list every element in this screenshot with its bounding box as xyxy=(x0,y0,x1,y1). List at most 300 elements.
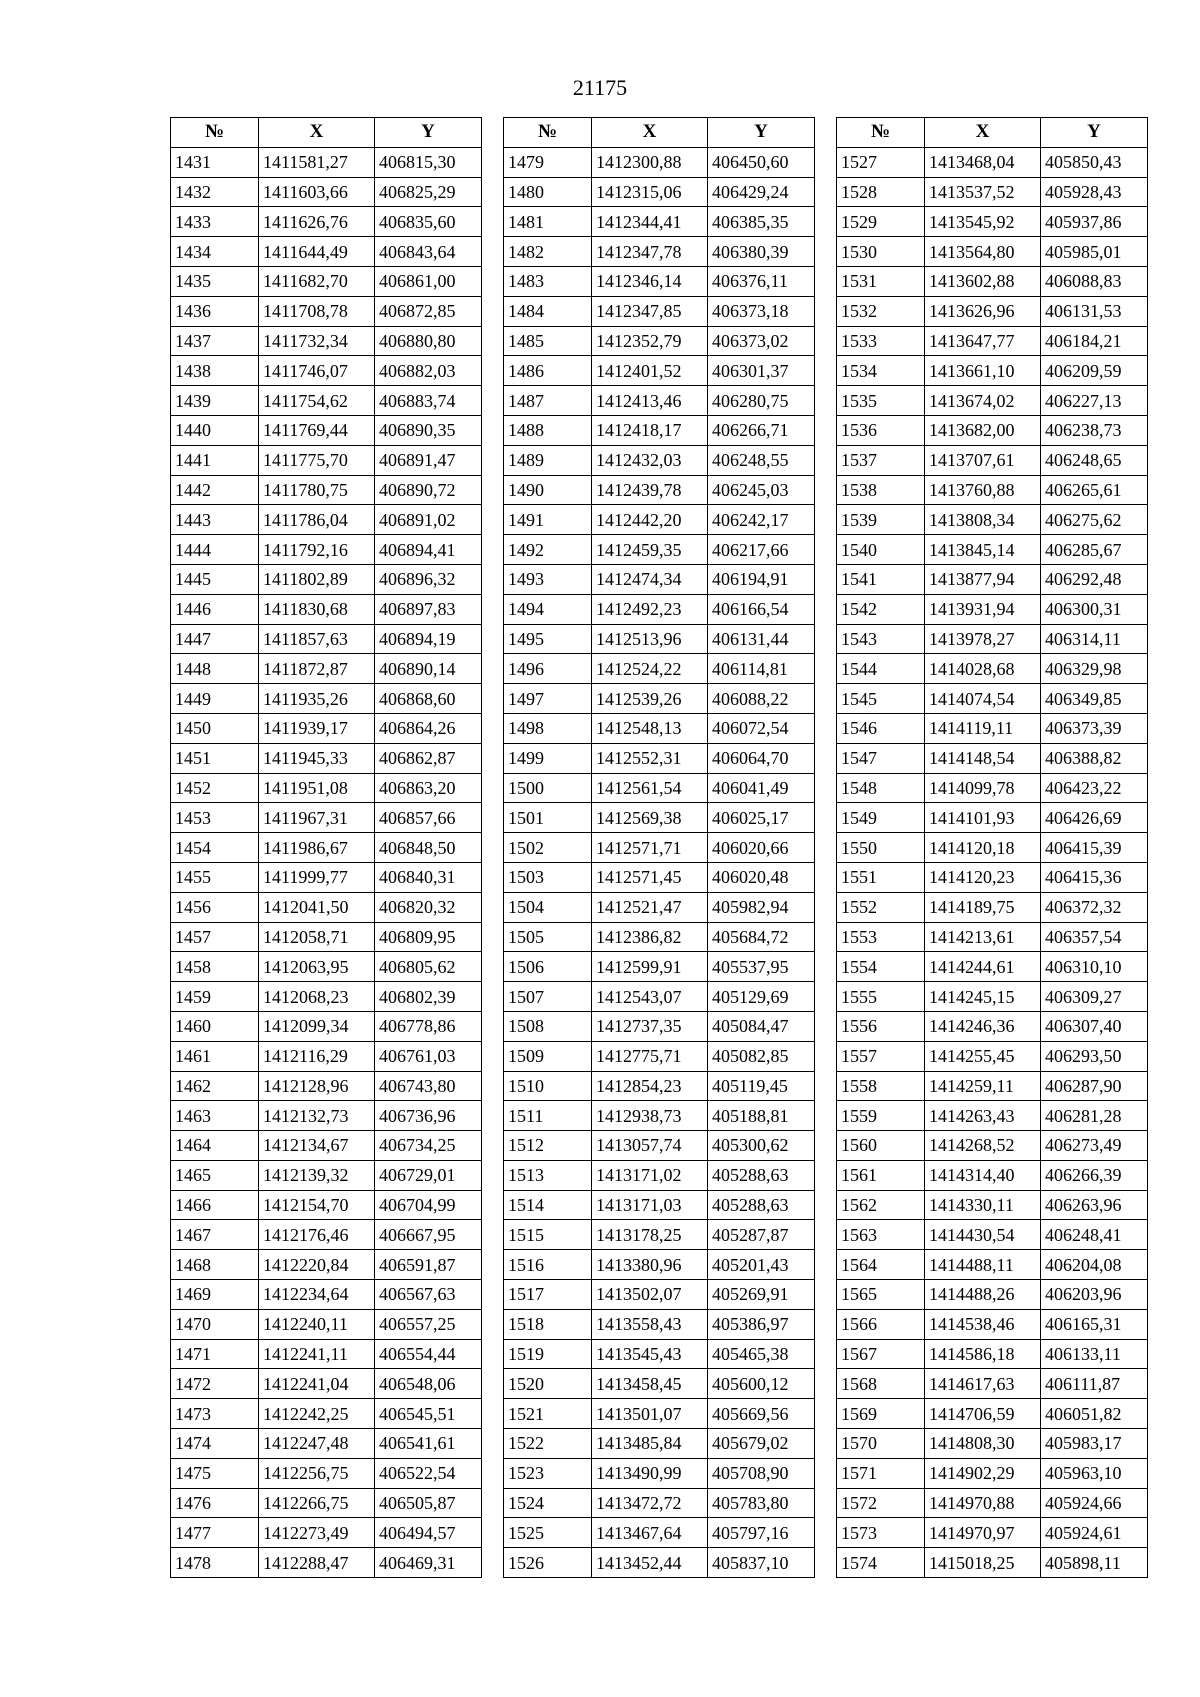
cell-number: 1432 xyxy=(171,177,259,207)
cell-number: 1510 xyxy=(504,1071,592,1101)
cell-number: 1497 xyxy=(504,684,592,714)
cell-x: 1411581,27 xyxy=(259,147,375,177)
cell-x: 1414586,18 xyxy=(925,1339,1041,1369)
cell-number: 1494 xyxy=(504,594,592,624)
table-row xyxy=(171,505,482,535)
table-row xyxy=(837,1101,1148,1131)
cell-x: 1414099,78 xyxy=(925,773,1041,803)
cell-y: 406894,19 xyxy=(375,624,482,654)
table-row xyxy=(837,445,1148,475)
cell-x: 1412524,22 xyxy=(592,654,708,684)
cell-x: 1412569,38 xyxy=(592,803,708,833)
cell-x: 1411708,78 xyxy=(259,296,375,326)
table-row xyxy=(837,713,1148,743)
table-row xyxy=(837,1220,1148,1250)
cell-number: 1455 xyxy=(171,862,259,892)
cell-y: 406761,03 xyxy=(375,1041,482,1071)
cell-number: 1476 xyxy=(171,1488,259,1518)
cell-number: 1542 xyxy=(837,594,925,624)
table-row xyxy=(171,326,482,356)
cell-x: 1413468,04 xyxy=(925,147,1041,177)
table-row xyxy=(171,296,482,326)
cell-y: 406248,65 xyxy=(1041,445,1148,475)
cell-x: 1412068,23 xyxy=(259,982,375,1012)
cell-x: 1414617,63 xyxy=(925,1369,1041,1399)
cell-x: 1414101,93 xyxy=(925,803,1041,833)
table-row xyxy=(171,1160,482,1190)
cell-x: 1412344,41 xyxy=(592,207,708,237)
cell-number: 1441 xyxy=(171,445,259,475)
table-header-row xyxy=(837,118,1148,148)
cell-y: 406281,28 xyxy=(1041,1101,1148,1131)
cell-y: 405924,66 xyxy=(1041,1488,1148,1518)
table-row xyxy=(504,296,815,326)
cell-x: 1411682,70 xyxy=(259,266,375,296)
table-row xyxy=(504,415,815,445)
cell-number: 1526 xyxy=(504,1548,592,1578)
table-row xyxy=(171,147,482,177)
cell-x: 1411644,49 xyxy=(259,237,375,267)
cell-x: 1411780,75 xyxy=(259,475,375,505)
table-row xyxy=(171,1429,482,1459)
cell-number: 1563 xyxy=(837,1220,925,1250)
cell-y: 406372,32 xyxy=(1041,892,1148,922)
cell-y: 406088,83 xyxy=(1041,266,1148,296)
cell-y: 405300,62 xyxy=(708,1131,815,1161)
table-row xyxy=(171,1250,482,1280)
table-row xyxy=(504,147,815,177)
cell-number: 1446 xyxy=(171,594,259,624)
table-row xyxy=(504,1190,815,1220)
cell-number: 1448 xyxy=(171,654,259,684)
table-row xyxy=(837,1011,1148,1041)
table-row xyxy=(837,1399,1148,1429)
table-row xyxy=(171,564,482,594)
cell-y: 406868,60 xyxy=(375,684,482,714)
cell-number: 1467 xyxy=(171,1220,259,1250)
table-row xyxy=(171,1488,482,1518)
cell-x: 1412234,64 xyxy=(259,1280,375,1310)
cell-x: 1412241,04 xyxy=(259,1369,375,1399)
table-row xyxy=(504,1429,815,1459)
cell-number: 1509 xyxy=(504,1041,592,1071)
table-row xyxy=(837,803,1148,833)
table-row xyxy=(504,862,815,892)
cell-x: 1412128,96 xyxy=(259,1071,375,1101)
table-row xyxy=(504,564,815,594)
cell-number: 1486 xyxy=(504,356,592,386)
cell-number: 1463 xyxy=(171,1101,259,1131)
cell-number: 1527 xyxy=(837,147,925,177)
cell-x: 1411935,26 xyxy=(259,684,375,714)
cell-y: 406450,60 xyxy=(708,147,815,177)
cell-number: 1530 xyxy=(837,237,925,267)
cell-y: 406111,87 xyxy=(1041,1369,1148,1399)
cell-number: 1457 xyxy=(171,922,259,952)
cell-y: 406872,85 xyxy=(375,296,482,326)
column-header-number: № xyxy=(837,118,925,148)
table-row xyxy=(837,833,1148,863)
cell-number: 1540 xyxy=(837,535,925,565)
cell-number: 1567 xyxy=(837,1339,925,1369)
table-row xyxy=(171,594,482,624)
cell-y: 406729,01 xyxy=(375,1160,482,1190)
cell-y: 406131,44 xyxy=(708,624,815,654)
cell-y: 405898,11 xyxy=(1041,1548,1148,1578)
table-row xyxy=(837,743,1148,773)
table-row xyxy=(837,862,1148,892)
cell-y: 406494,57 xyxy=(375,1518,482,1548)
cell-number: 1549 xyxy=(837,803,925,833)
cell-x: 1412116,29 xyxy=(259,1041,375,1071)
cell-number: 1456 xyxy=(171,892,259,922)
cell-x: 1414213,61 xyxy=(925,922,1041,952)
table-row xyxy=(171,445,482,475)
cell-x: 1412401,52 xyxy=(592,356,708,386)
cell-y: 406423,22 xyxy=(1041,773,1148,803)
cell-number: 1572 xyxy=(837,1488,925,1518)
column-header-x: X xyxy=(592,118,708,148)
table-row xyxy=(171,892,482,922)
cell-y: 406373,02 xyxy=(708,326,815,356)
table-row xyxy=(504,1369,815,1399)
table-row xyxy=(171,177,482,207)
table-row xyxy=(171,1548,482,1578)
table-row xyxy=(837,296,1148,326)
table-row xyxy=(837,505,1148,535)
table-row xyxy=(504,1220,815,1250)
cell-x: 1411986,67 xyxy=(259,833,375,863)
cell-y: 406388,82 xyxy=(1041,743,1148,773)
cell-x: 1413626,96 xyxy=(925,296,1041,326)
table-row xyxy=(837,1488,1148,1518)
cell-y: 406133,11 xyxy=(1041,1339,1148,1369)
cell-number: 1570 xyxy=(837,1429,925,1459)
cell-y: 406275,62 xyxy=(1041,505,1148,535)
cell-number: 1517 xyxy=(504,1280,592,1310)
cell-y: 406248,41 xyxy=(1041,1220,1148,1250)
cell-y: 405684,72 xyxy=(708,922,815,952)
table-row xyxy=(171,1518,482,1548)
table-row xyxy=(837,624,1148,654)
table-row xyxy=(171,833,482,863)
cell-x: 1411786,04 xyxy=(259,505,375,535)
cell-number: 1472 xyxy=(171,1369,259,1399)
cell-y: 406131,53 xyxy=(1041,296,1148,326)
cell-x: 1413501,07 xyxy=(592,1399,708,1429)
table-row xyxy=(171,1220,482,1250)
cell-number: 1443 xyxy=(171,505,259,535)
cell-y: 405188,81 xyxy=(708,1101,815,1131)
cell-x: 1413452,44 xyxy=(592,1548,708,1578)
cell-number: 1445 xyxy=(171,564,259,594)
cell-y: 405465,38 xyxy=(708,1339,815,1369)
table-row xyxy=(837,475,1148,505)
cell-number: 1438 xyxy=(171,356,259,386)
cell-x: 1412347,85 xyxy=(592,296,708,326)
cell-y: 405924,61 xyxy=(1041,1518,1148,1548)
table-row xyxy=(171,386,482,416)
cell-number: 1531 xyxy=(837,266,925,296)
cell-number: 1478 xyxy=(171,1548,259,1578)
cell-y: 406415,36 xyxy=(1041,862,1148,892)
table-row xyxy=(171,535,482,565)
table-row xyxy=(837,1160,1148,1190)
cell-y: 406285,67 xyxy=(1041,535,1148,565)
cell-y: 406166,54 xyxy=(708,594,815,624)
cell-x: 1413537,52 xyxy=(925,177,1041,207)
cell-x: 1414330,11 xyxy=(925,1190,1041,1220)
cell-number: 1482 xyxy=(504,237,592,267)
cell-x: 1413661,10 xyxy=(925,356,1041,386)
cell-y: 405082,85 xyxy=(708,1041,815,1071)
cell-number: 1473 xyxy=(171,1399,259,1429)
table-row xyxy=(837,237,1148,267)
cell-y: 406265,61 xyxy=(1041,475,1148,505)
cell-number: 1544 xyxy=(837,654,925,684)
coordinate-table-2 xyxy=(503,117,815,1578)
cell-y: 406184,21 xyxy=(1041,326,1148,356)
table-row xyxy=(837,684,1148,714)
cell-number: 1513 xyxy=(504,1160,592,1190)
cell-y: 405119,45 xyxy=(708,1071,815,1101)
cell-x: 1413647,77 xyxy=(925,326,1041,356)
cell-number: 1487 xyxy=(504,386,592,416)
table-row xyxy=(171,1190,482,1220)
cell-y: 405983,17 xyxy=(1041,1429,1148,1459)
cell-number: 1479 xyxy=(504,147,592,177)
cell-y: 406051,82 xyxy=(1041,1399,1148,1429)
cell-number: 1491 xyxy=(504,505,592,535)
cell-x: 1411802,89 xyxy=(259,564,375,594)
cell-x: 1413682,00 xyxy=(925,415,1041,445)
cell-y: 405288,63 xyxy=(708,1190,815,1220)
table-row xyxy=(837,535,1148,565)
cell-x: 1411945,33 xyxy=(259,743,375,773)
cell-x: 1413467,64 xyxy=(592,1518,708,1548)
table-row xyxy=(504,1548,815,1578)
cell-x: 1414706,59 xyxy=(925,1399,1041,1429)
cell-number: 1475 xyxy=(171,1458,259,1488)
table-row xyxy=(171,475,482,505)
cell-y: 405288,63 xyxy=(708,1160,815,1190)
table-row xyxy=(504,952,815,982)
cell-y: 406301,37 xyxy=(708,356,815,386)
table-row xyxy=(171,952,482,982)
cell-y: 405287,87 xyxy=(708,1220,815,1250)
table-row xyxy=(837,1041,1148,1071)
table-body xyxy=(504,147,815,1577)
table-row xyxy=(837,1518,1148,1548)
cell-y: 406897,83 xyxy=(375,594,482,624)
cell-x: 1414430,54 xyxy=(925,1220,1041,1250)
cell-number: 1449 xyxy=(171,684,259,714)
cell-number: 1546 xyxy=(837,713,925,743)
table-row xyxy=(504,237,815,267)
table-row xyxy=(171,684,482,714)
cell-x: 1413171,03 xyxy=(592,1190,708,1220)
column-header-y: Y xyxy=(708,118,815,148)
cell-number: 1434 xyxy=(171,237,259,267)
cell-y: 406376,11 xyxy=(708,266,815,296)
cell-y: 406825,29 xyxy=(375,177,482,207)
cell-y: 406329,98 xyxy=(1041,654,1148,684)
cell-number: 1520 xyxy=(504,1369,592,1399)
table-row xyxy=(837,922,1148,952)
cell-y: 406209,59 xyxy=(1041,356,1148,386)
cell-number: 1559 xyxy=(837,1101,925,1131)
cell-number: 1493 xyxy=(504,564,592,594)
cell-number: 1551 xyxy=(837,862,925,892)
cell-y: 406891,02 xyxy=(375,505,482,535)
cell-number: 1489 xyxy=(504,445,592,475)
cell-y: 406890,72 xyxy=(375,475,482,505)
cell-number: 1536 xyxy=(837,415,925,445)
column-header-y: Y xyxy=(375,118,482,148)
cell-x: 1414148,54 xyxy=(925,743,1041,773)
cell-x: 1414074,54 xyxy=(925,684,1041,714)
cell-y: 406861,00 xyxy=(375,266,482,296)
cell-x: 1412132,73 xyxy=(259,1101,375,1131)
table-row xyxy=(171,415,482,445)
cell-y: 406522,54 xyxy=(375,1458,482,1488)
cell-x: 1411603,66 xyxy=(259,177,375,207)
cell-x: 1413558,43 xyxy=(592,1309,708,1339)
table-row xyxy=(504,475,815,505)
table-row xyxy=(504,1309,815,1339)
cell-y: 405537,95 xyxy=(708,952,815,982)
table-row xyxy=(171,207,482,237)
table-body xyxy=(171,147,482,1577)
cell-x: 1413931,94 xyxy=(925,594,1041,624)
table-row xyxy=(171,922,482,952)
cell-number: 1461 xyxy=(171,1041,259,1071)
cell-number: 1523 xyxy=(504,1458,592,1488)
cell-y: 406041,49 xyxy=(708,773,815,803)
cell-x: 1412521,47 xyxy=(592,892,708,922)
cell-number: 1433 xyxy=(171,207,259,237)
cell-x: 1412432,03 xyxy=(592,445,708,475)
cell-x: 1412099,34 xyxy=(259,1011,375,1041)
cell-number: 1568 xyxy=(837,1369,925,1399)
table-row xyxy=(504,207,815,237)
cell-number: 1511 xyxy=(504,1101,592,1131)
table-row xyxy=(837,177,1148,207)
table-row xyxy=(504,892,815,922)
cell-y: 406020,66 xyxy=(708,833,815,863)
cell-number: 1515 xyxy=(504,1220,592,1250)
cell-y: 406704,99 xyxy=(375,1190,482,1220)
table-row xyxy=(837,564,1148,594)
cell-y: 406373,39 xyxy=(1041,713,1148,743)
cell-number: 1500 xyxy=(504,773,592,803)
cell-x: 1413602,88 xyxy=(925,266,1041,296)
cell-x: 1413808,34 xyxy=(925,505,1041,535)
table-row xyxy=(171,982,482,1012)
cell-y: 406805,62 xyxy=(375,952,482,982)
cell-x: 1412442,20 xyxy=(592,505,708,535)
cell-number: 1522 xyxy=(504,1429,592,1459)
table-row xyxy=(171,1339,482,1369)
cell-x: 1413490,99 xyxy=(592,1458,708,1488)
table-row xyxy=(171,1011,482,1041)
cell-number: 1548 xyxy=(837,773,925,803)
cell-y: 406567,63 xyxy=(375,1280,482,1310)
cell-y: 406088,22 xyxy=(708,684,815,714)
cell-number: 1501 xyxy=(504,803,592,833)
table-row xyxy=(504,1518,815,1548)
cell-y: 405600,12 xyxy=(708,1369,815,1399)
cell-number: 1532 xyxy=(837,296,925,326)
cell-number: 1450 xyxy=(171,713,259,743)
cell-x: 1414488,11 xyxy=(925,1250,1041,1280)
cell-y: 406505,87 xyxy=(375,1488,482,1518)
cell-x: 1413845,14 xyxy=(925,535,1041,565)
cell-y: 405386,97 xyxy=(708,1309,815,1339)
table-row xyxy=(504,1071,815,1101)
cell-number: 1574 xyxy=(837,1548,925,1578)
cell-x: 1412543,07 xyxy=(592,982,708,1012)
cell-x: 1412413,46 xyxy=(592,386,708,416)
table-row xyxy=(504,386,815,416)
cell-y: 406734,25 xyxy=(375,1131,482,1161)
table-row xyxy=(504,594,815,624)
cell-number: 1462 xyxy=(171,1071,259,1101)
table-row xyxy=(504,1101,815,1131)
table-row xyxy=(171,237,482,267)
cell-number: 1569 xyxy=(837,1399,925,1429)
cell-x: 1414970,88 xyxy=(925,1488,1041,1518)
table-row xyxy=(504,833,815,863)
cell-number: 1435 xyxy=(171,266,259,296)
cell-y: 406554,44 xyxy=(375,1339,482,1369)
cell-x: 1412347,78 xyxy=(592,237,708,267)
cell-number: 1514 xyxy=(504,1190,592,1220)
cell-number: 1518 xyxy=(504,1309,592,1339)
cell-number: 1496 xyxy=(504,654,592,684)
cell-y: 406591,87 xyxy=(375,1250,482,1280)
cell-x: 1412041,50 xyxy=(259,892,375,922)
cell-x: 1412288,47 xyxy=(259,1548,375,1578)
cell-y: 406415,39 xyxy=(1041,833,1148,863)
cell-y: 406469,31 xyxy=(375,1548,482,1578)
cell-x: 1411999,77 xyxy=(259,862,375,892)
cell-y: 406064,70 xyxy=(708,743,815,773)
cell-y: 406743,80 xyxy=(375,1071,482,1101)
table-row xyxy=(837,1190,1148,1220)
cell-x: 1411792,16 xyxy=(259,535,375,565)
table-row xyxy=(504,982,815,1012)
cell-x: 1412300,88 xyxy=(592,147,708,177)
cell-number: 1437 xyxy=(171,326,259,356)
cell-number: 1447 xyxy=(171,624,259,654)
cell-x: 1414808,30 xyxy=(925,1429,1041,1459)
cell-x: 1412439,78 xyxy=(592,475,708,505)
table-row xyxy=(504,803,815,833)
cell-y: 405084,47 xyxy=(708,1011,815,1041)
cell-y: 406380,39 xyxy=(708,237,815,267)
cell-x: 1412513,96 xyxy=(592,624,708,654)
cell-number: 1550 xyxy=(837,833,925,863)
cell-number: 1460 xyxy=(171,1011,259,1041)
table-row xyxy=(171,713,482,743)
cell-y: 406541,61 xyxy=(375,1429,482,1459)
cell-number: 1573 xyxy=(837,1518,925,1548)
table-row xyxy=(504,1280,815,1310)
table-header-row xyxy=(171,118,482,148)
cell-x: 1414119,11 xyxy=(925,713,1041,743)
cell-x: 1411967,31 xyxy=(259,803,375,833)
